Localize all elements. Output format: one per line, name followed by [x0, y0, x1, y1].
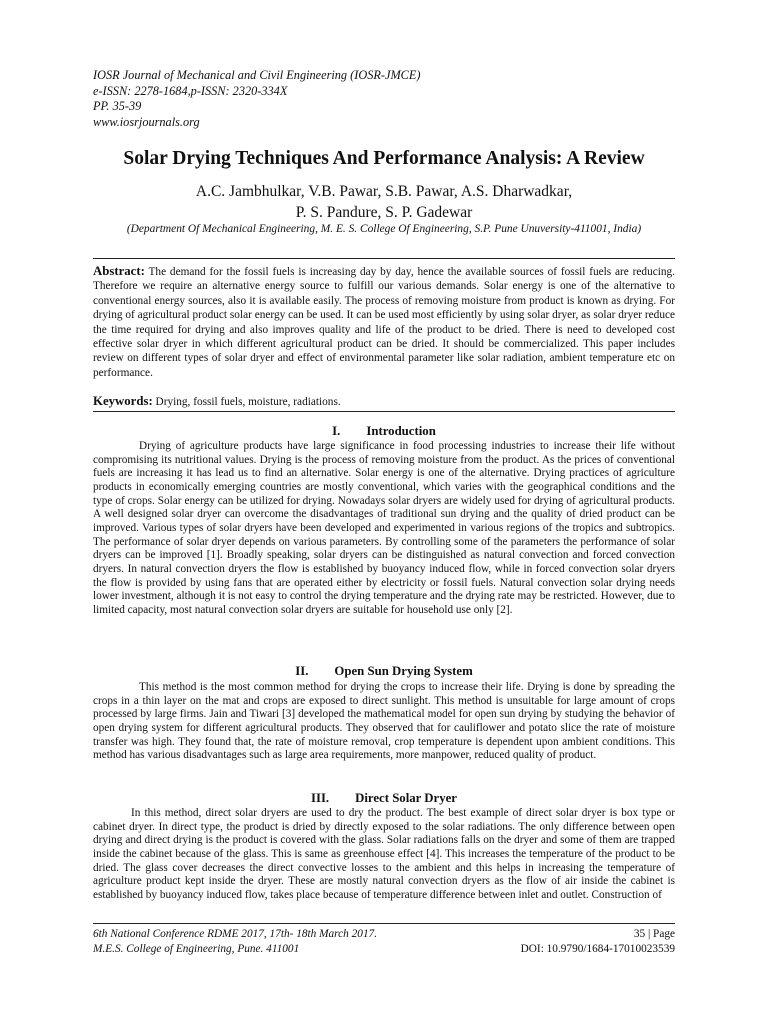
authors-line-2: P. S. Pandure, S. P. Gadewar — [295, 204, 473, 221]
footer-doi: DOI: 10.9790/1684-17010023539 — [520, 943, 675, 955]
page-footer — [93, 927, 675, 957]
section-number: II. — [295, 664, 309, 678]
journal-name: IOSR Journal of Mechanical and Civil Engineering (IOSR-JMCE) — [93, 68, 421, 82]
section-title: Introduction — [366, 424, 436, 438]
abstract-text: The demand for the fossil fuels is increasing day by day, hence the available sources of fossil fuels are reducing. Therefore we require an alternative energy source to fulfill our various demands. Solar energy is one of the alternative to conventional energy sources, also it is available easily. The process of removing moisture from product is known as drying. For drying of agricultural product solar energy can be used. It can be used most efficiently by using solar dryer, as solar dryer reduce the time required for drying and also improves quality and life of the product to be dried. There is need to developed cost effective solar dryer in which different agricultural product can be dried. It should be commercialized. This paper includes review on different types of solar dryer and effect of environmental parameter like solar radiation, ambient temperature etc on performance. — [93, 266, 675, 379]
journal-issn: e-ISSN: 2278-1684,p-ISSN: 2320-334X — [93, 83, 288, 98]
abstract-top-rule — [93, 258, 675, 259]
section-title: Direct Solar Dryer — [355, 791, 457, 805]
affiliation: (Department Of Mechanical Engineering, M. E. S. College Of Engineering, S.P. Pune Unuversity-411001, India) — [126, 223, 642, 235]
journal-header — [93, 68, 421, 130]
abstract-bottom-rule — [93, 411, 675, 412]
footer-page-number: 35 | Page — [633, 928, 675, 940]
section-text-direct-solar-dryer: In this method, direct solar dryers are used to dry the product. The best example of direct solar dryer is box type or cabinet dryer. In direct type, the product is dried by directly exposed to the solar radiations. The only difference between open drying and direct drying is the product is covered with the glass. Solar radiations falls on the dryer and some of them are trapped inside the cabinet because of the glass. This is same as greenhouse effect [4]. This increases the temperature of the product to be dried. The glass cover decreases the direct convective losses to the ambient and this helps in increasing the temperature of agriculture product kept inside the dryer. These are mostly natural convection dryers as the flow of air inside the cabinet is established by buoyancy induced flow, takes place because of temperature difference between inlet and outlet. Construction of — [93, 807, 675, 901]
keywords-label: Keywords: — [93, 394, 153, 408]
journal-website[interactable]: www.iosrjournals.org — [93, 114, 200, 129]
keywords-text: Drying, fossil fuels, moisture, radiations. — [155, 396, 341, 408]
paper-title: Solar Drying Techniques And Performance Analysis: A Review — [123, 148, 645, 169]
section-heading-introduction — [0, 424, 768, 439]
authors-line-1: A.C. Jambhulkar, V.B. Pawar, S.B. Pawar, A.S. Dharwadkar, — [195, 183, 573, 200]
section-text-introduction: Drying of agriculture products have large significance in food processing industries to increase their life without compromising its nutritional values. Drying is the process of removing moisture from the product. As the prices of conventional fuels are increasing it has lead us to find an alternative. Solar energy is one of the alternative. Drying practices of agriculture products in economically emerging countries are mostly conventional, which varies with the geographical conditions and the type of crops. Solar energy can be utilized for drying. Nowadays solar dryers are widely used for drying of agricultural products. A well designed solar dryer can overcome the disadvantages of traditional sun drying and the quality of dried product can be improved. Various types of solar dryers have been developed and experimented in various regions of the tropics and subtropics. The performance of solar dryer depends on various parameters. By controlling some of the parameters the performance of solar dryers can be improved [1]. Broadly speaking, solar dryers can be distinguished as natural convection and forced convection dryers. In natural convection dryers the flow is established by buoyancy induced flow, while in forced convection solar dryers the flow is provided by using fans that are operated either by electricity or fossil fuels. Natural convection solar drying needs lower investment, although it is not easy to control the drying temperature and the drying rate may be restricted. However, due to limited capacity, most natural convection solar dryers are suitable for household use only [2]. — [93, 440, 675, 616]
footer-college: M.E.S. College of Engineering, Pune. 411001 — [93, 943, 300, 955]
journal-pages: PP. 35-39 — [93, 99, 142, 114]
abstract — [93, 264, 675, 380]
keywords — [93, 394, 675, 409]
abstract-label: Abstract: — [93, 264, 145, 278]
section-heading-open-sun-drying — [0, 664, 768, 679]
section-title: Open Sun Drying System — [334, 664, 473, 678]
section-number: III. — [310, 791, 330, 805]
authors — [0, 181, 768, 223]
footer-conference: 6th National Conference RDME 2017, 17th- 18th March 2017. — [93, 928, 378, 940]
section-number: I. — [332, 424, 341, 438]
section-text-open-sun-drying: This method is the most common method for drying the crops to increase their life. Drying is done by spreading the crops in a thin layer on the mat and crops are exposed to direct sunlight. This method is unsuitable for large amount of crops processed by large firms. Jain and Tiwari [3] developed the mathematical model for open sun drying by studying the behavior of open drying system for different agricultural products. They observed that for cauliflower and potato slice the rate of moisture transfer was high. They found that, the rate of moisture removal, crop temperature is dependent upon ambient conditions. This method has various disadvantages such as large area requirements, more manpower, reduced quality of product. — [93, 681, 675, 762]
footer-rule — [93, 923, 675, 924]
section-heading-direct-solar-dryer — [0, 791, 768, 806]
